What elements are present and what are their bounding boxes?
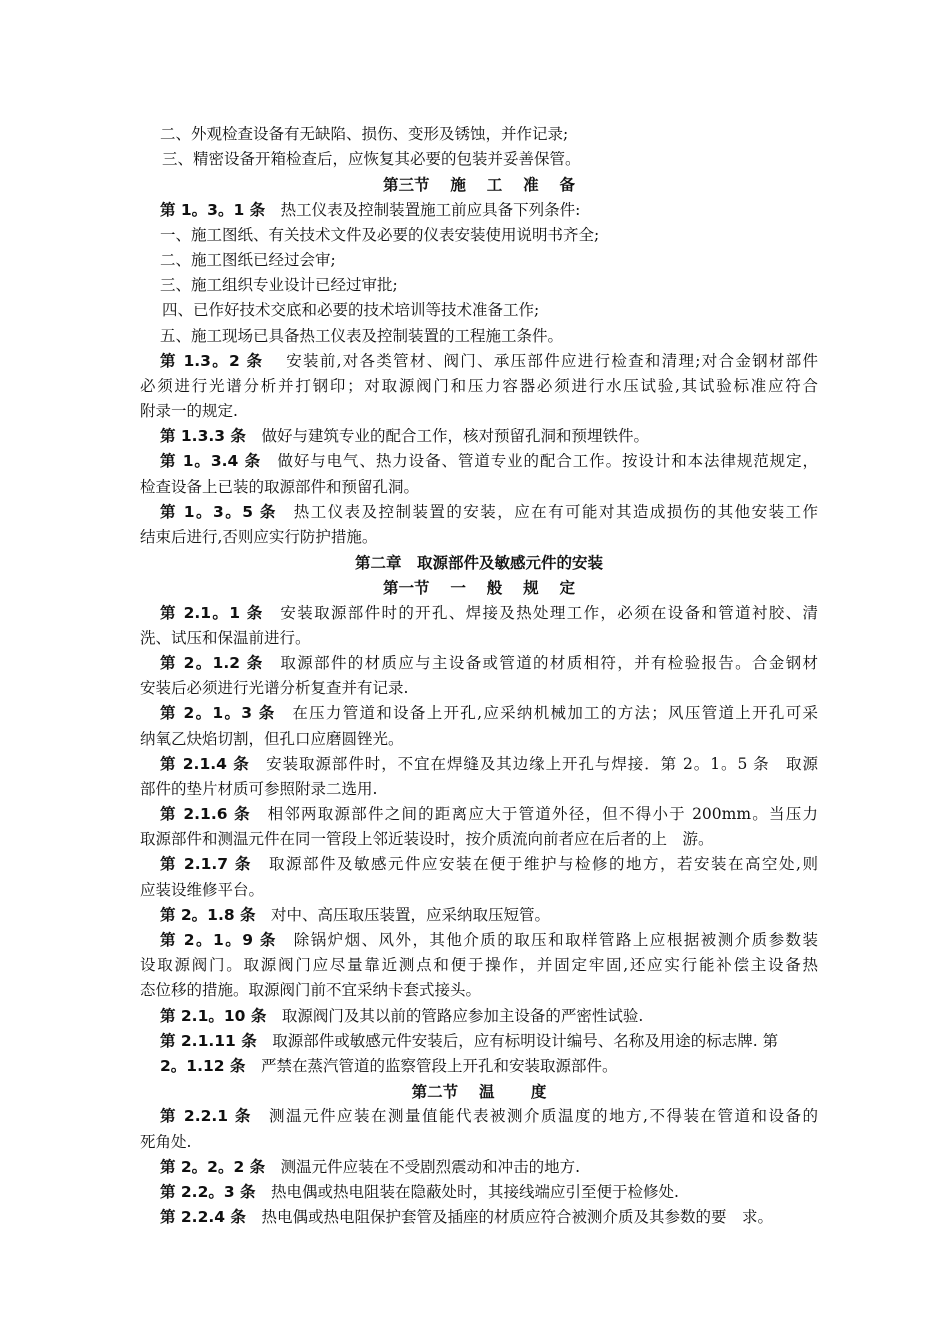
- article-number: 第 2.1.6 条: [160, 805, 251, 824]
- article-continuation-line: 附录一的规定.: [140, 402, 238, 421]
- article-number: 第 1。3.4 条: [160, 452, 261, 471]
- article-first-line: [140, 852, 818, 877]
- article-first-line: [140, 1180, 818, 1205]
- article-first-line: [140, 500, 818, 525]
- article-continuation-line: 应装设维修平台。: [140, 880, 265, 899]
- article-continuation-line: 部件的垫片材质可参照附录二选用.: [140, 779, 378, 798]
- article-text: 热工仪表及控制装置施工前应具备下列条件:: [265, 200, 581, 219]
- article-text: 取源部件及敏感元件应安装在便于维护与检修的地方，若安装在高空处,则: [251, 855, 818, 874]
- article-continuation-line: 洗、试压和保温前进行。: [140, 628, 311, 647]
- article-text: 取源部件的材质应与主设备或管道的材质相符，并有检验报告。合金钢材: [263, 653, 818, 672]
- section-heading: 第二章 取源部件及敏感元件的安装: [354, 553, 603, 573]
- list-item-line: 二、外观检查设备有无缺陷、损伤、变形及锈蚀，并作记录;: [160, 125, 569, 143]
- article-text: 做好与电气、热力设备、管道专业的配合工作。按设计和本法律规范规定，: [261, 452, 818, 471]
- article-first-line: [140, 198, 818, 223]
- article-number: 2。1.12 条: [160, 1056, 246, 1075]
- article-first-line: [140, 802, 818, 827]
- article-first-line: [140, 1029, 818, 1054]
- article-text: 取源阀门及其以前的管路应参加主设备的严密性试验.: [266, 1006, 644, 1025]
- article-number: 第 2。1。9 条: [160, 931, 277, 949]
- article-text: 热电偶或热电阻保护套管及插座的材质应符合被测介质及其参数的要 求。: [245, 1208, 773, 1227]
- article-text: 除锅炉烟、风外，其他介质的取压和取样管路上应根据被测介质参数装: [276, 931, 818, 949]
- article-number: 第 2.2。3 条: [160, 1182, 256, 1201]
- article-number: 第 1.3。2 条: [160, 351, 264, 370]
- article-text: 安装前,对各类管材、阀门、承压部件应进行检查和清理;对合金钢材部件: [263, 351, 818, 370]
- article-text: 热工仪表及控制装置的安装，应在有可能对其造成损伤的其他安装工作: [276, 502, 818, 521]
- article-continuation-line: 取源部件和测温元件在同一管段上邻近装设时，按介质流向前者应在后者的上 游。: [140, 830, 714, 849]
- article-continuation-line: 死角处.: [140, 1132, 192, 1151]
- article-continuation-line: 检查设备上已装的取源部件和预留孔洞。: [140, 477, 420, 496]
- article-text: 测温元件应装在不受剧烈震动和冲击的地方.: [265, 1157, 581, 1176]
- article-first-line: [140, 1104, 818, 1129]
- article-first-line: [140, 1155, 818, 1180]
- article-number: 第 2。1.8 条: [160, 905, 256, 924]
- article-first-line: [140, 752, 818, 777]
- article-continuation-line: 必须进行光谱分析并打钢印；对取源阀门和压力容器必须进行水压试验,其试验标准应符合: [140, 376, 818, 395]
- article-first-line: [140, 449, 818, 474]
- document-body: [140, 122, 818, 1230]
- article-continuation-line: 结束后进行,否则应实行防护措施。: [140, 528, 378, 546]
- article-first-line: [140, 701, 818, 726]
- article-first-line: [140, 903, 818, 928]
- article-text: 严禁在蒸汽管道的监察管段上开孔和安装取源部件。: [245, 1056, 618, 1075]
- list-item-line: 五、施工现场已具备热工仪表及控制装置的工程施工条件。: [160, 326, 564, 345]
- article-number: 第 2。2。2 条: [160, 1157, 266, 1176]
- article-text: 测温元件应装在测量值能代表被测介质温度的地方,不得装在管道和设备的: [251, 1107, 818, 1126]
- article-number: 第 1。3。1 条: [160, 200, 266, 219]
- article-text: 在压力管道和设备上开孔,应采纳机械加工的方法；风压管道上开孔可采: [275, 704, 818, 723]
- article-number: 第 2.1。1 条: [160, 603, 264, 622]
- list-item-line: 四、已作好技术交底和必要的技术培训等技术准备工作;: [162, 301, 540, 320]
- article-text: 安装取源部件时的开孔、焊接及热处理工作，必须在设备和管道衬胶、清: [263, 603, 818, 622]
- article-text: 安装取源部件时，不宜在焊缝及其边缘上开孔与焊接．第 2。1。5 条 取源: [249, 754, 818, 773]
- section-heading: 第三节 施 工 准 备: [382, 175, 576, 195]
- article-first-line: [140, 1205, 818, 1230]
- article-number: 第 2.2.1 条: [160, 1107, 252, 1126]
- article-text: 对中、高压取压装置，应采纳取压短管。: [255, 905, 551, 924]
- article-number: 第 1.3.3 条: [160, 427, 246, 446]
- article-text: 热电偶或热电阻装在隐蔽处时，其接线端应引至便于检修处.: [255, 1182, 679, 1201]
- list-item-line: 三、精密设备开箱检查后，应恢复其必要的包装并妥善保管。: [162, 150, 581, 169]
- article-number: 第 2.1。10 条: [160, 1006, 267, 1025]
- list-item-line: 三、施工组织专业设计已经过审批;: [160, 276, 398, 295]
- article-continuation-line: 纳氧乙炔焰切割，但孔口应磨圆锉光。: [140, 729, 404, 748]
- article-number: 第 2。1。3 条: [160, 704, 276, 723]
- article-number: 第 2.1.11 条: [160, 1031, 257, 1050]
- article-first-line: [140, 928, 818, 953]
- article-first-line: [140, 1054, 818, 1079]
- article-number: 第 1。3。5 条: [160, 502, 277, 521]
- list-item-line: 二、施工图纸已经过会审;: [160, 250, 336, 269]
- article-first-line: [140, 424, 818, 449]
- article-number: 第 2.2.4 条: [160, 1208, 246, 1227]
- article-first-line: [140, 349, 818, 374]
- list-item-line: 一、施工图纸、有关技术文件及必要的仪表安装使用说明书齐全;: [160, 225, 600, 244]
- section-heading: 第一节 一 般 规 定: [382, 578, 576, 598]
- article-continuation-line: 安装后必须进行光谱分析复查并有记录.: [140, 679, 409, 698]
- article-text: 相邻两取源部件之间的距离应大于管道外径，但不得小于 200mm。当压力: [250, 805, 818, 824]
- article-text: 做好与建筑专业的配合工作，核对预留孔洞和预埋铁件。: [245, 427, 649, 446]
- article-continuation-line: 设取源阀门。取源阀门应尽量靠近测点和便于操作，并固定牢固,还应实行能补偿主设备热: [140, 956, 818, 975]
- article-number: 第 2。1.2 条: [160, 653, 264, 672]
- article-continuation-line: 态位移的措施。取源阀门前不宜采纳卡套式接头。: [140, 981, 482, 1000]
- article-text: 取源部件或敏感元件安装后，应有标明设计编号、名称及用途的标志牌. 第: [256, 1031, 779, 1050]
- article-first-line: [140, 601, 818, 626]
- article-number: 第 2.1.7 条: [160, 855, 252, 874]
- article-number: 第 2.1.4 条: [160, 754, 250, 773]
- article-first-line: [140, 1004, 818, 1029]
- article-first-line: [140, 651, 818, 676]
- section-heading: 第二节 温 度: [411, 1082, 547, 1102]
